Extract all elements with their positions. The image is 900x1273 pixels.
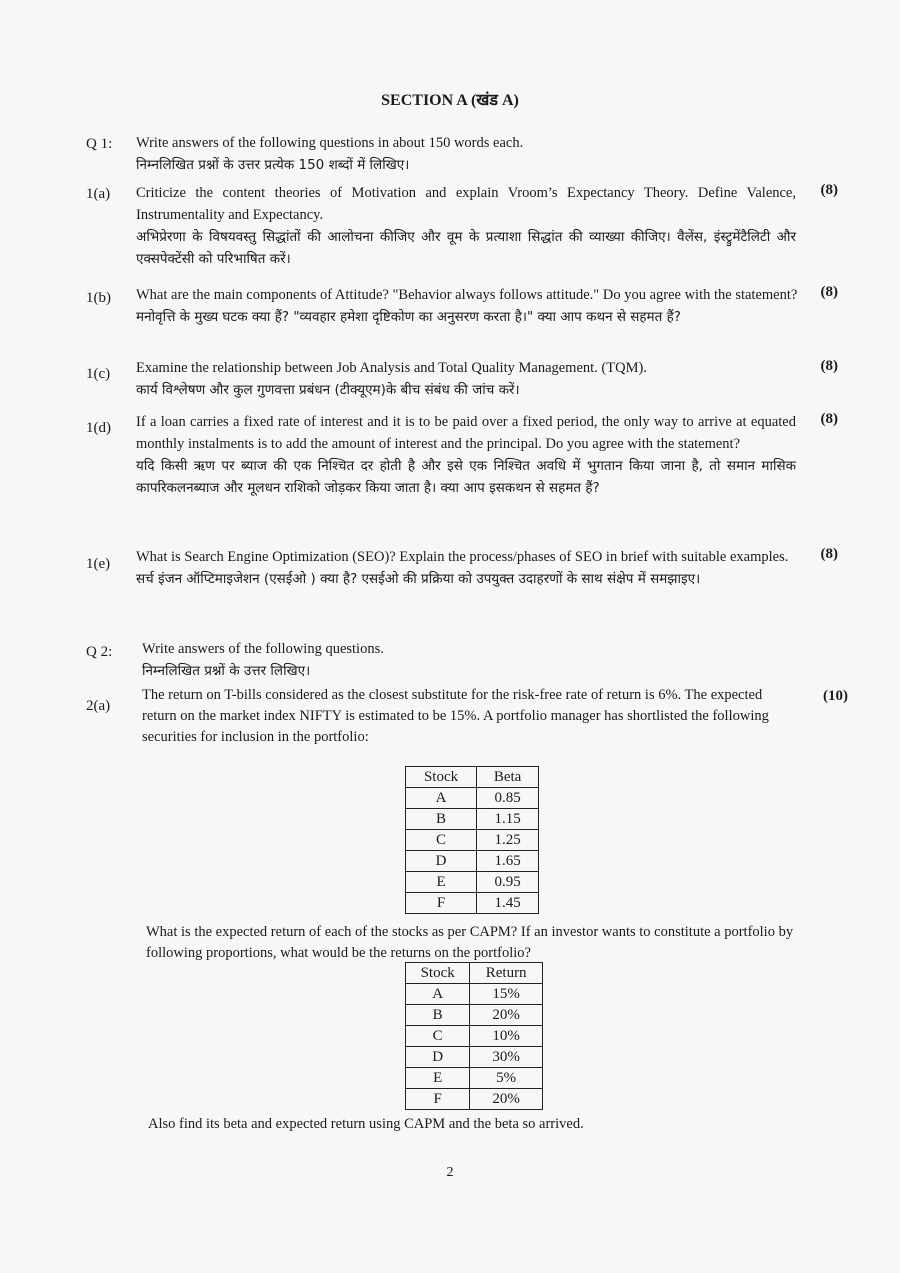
question-1b-hindi: मनोवृत्ति के मुख्य घटक क्या हैं? "व्यवहार हमेशा दृष्टिकोण का अनुसरण करता है।" क्या आप कथन से सहमत हैं? (136, 309, 681, 325)
marks-2a: (10) (823, 688, 848, 704)
table-cell: 10% (470, 1026, 543, 1047)
question-1c-hindi: कार्य विश्लेषण और कुल गुणवत्ता प्रबंधन (टीक्यूएम)के बीच संबंध की जांच करें। (136, 382, 520, 398)
beta-table (405, 766, 539, 914)
table-row (406, 1005, 543, 1026)
question-number-1d: 1(d) (86, 420, 111, 436)
marks-1a: (8) (820, 182, 838, 198)
question-number-q1: Q 1: (86, 136, 113, 152)
marks-1d: (8) (820, 411, 838, 427)
table-header-cell: Stock (406, 767, 477, 788)
question-number-1e: 1(e) (86, 556, 111, 572)
table-cell: A (406, 984, 470, 1005)
question-1a-hindi: अभिप्रेरणा के विषयवस्तु सिद्धांतों की आलोचना कीजिए और वूम के प्रत्याशा सिद्धांत की व्याख्या कीजिए। वैलेंस, इंस्ट्रुमेंटैलिटी और एक्सपेक्टेंसी को परिभाषित करें। (136, 229, 796, 267)
table-row (406, 809, 539, 830)
question-1a-english: Criticize the content theories of Motivation and explain Vroom’s Expectancy Theory. Define Valence, Instrumentality and Expectancy. (136, 185, 796, 223)
question-number-1b: 1(b) (86, 290, 111, 306)
table-row (406, 830, 539, 851)
table-row (406, 893, 539, 914)
table-row (406, 1089, 543, 1110)
table-cell: 15% (470, 984, 543, 1005)
table-row (406, 851, 539, 872)
table-cell: 0.85 (477, 788, 539, 809)
question-number-1a: 1(a) (86, 186, 111, 202)
table-cell: C (406, 830, 477, 851)
table-row (406, 788, 539, 809)
question-1d (136, 411, 796, 499)
question-number-1c: 1(c) (86, 366, 111, 382)
table-header-row (406, 767, 539, 788)
table-cell: F (406, 1089, 470, 1110)
table-cell: 1.15 (477, 809, 539, 830)
question-2a-end-text: Also find its beta and expected return using CAPM and the beta so arrived. (148, 1116, 584, 1132)
question-number-q2: Q 2: (86, 644, 113, 660)
table-row (406, 872, 539, 893)
question-q2-hindi: निम्नलिखित प्रश्नों के उत्तर लिखिए। (142, 663, 311, 679)
table-row (406, 1047, 543, 1068)
table-cell: B (406, 1005, 470, 1026)
table-header-cell: Return (470, 963, 543, 984)
table-cell: E (406, 872, 477, 893)
question-q1 (136, 132, 696, 176)
question-1d-hindi: यदि किसी ऋण पर ब्याज की एक निश्चित दर होती है और इसे एक निश्चित अवधि में भुगतान किया जाना है, तो समान मासिक कापरिकलनब्याज और मूलधन राशिको जोड़कर किया जाता है। क्या आप इसकथन से सहमत हैं? (136, 458, 796, 496)
marks-1c: (8) (820, 358, 838, 374)
question-1e-english: What is Search Engine Optimization (SEO)? Explain the process/phases of SEO in brief with suitable examples. (136, 549, 789, 565)
question-1b-english: What are the main components of Attitude? "Behavior always follows attitude." Do you agree with the statement? (136, 287, 798, 303)
question-1d-english: If a loan carries a fixed rate of interest and it is to be paid over a fixed period, the only way to arrive at equated monthly instalments is to add the amount of interest and the principal. Do you agree with the statement? (136, 414, 796, 452)
table-header-cell: Beta (477, 767, 539, 788)
table-row (406, 1026, 543, 1047)
question-q2 (142, 638, 702, 682)
table-cell: C (406, 1026, 470, 1047)
table-cell: 20% (470, 1089, 543, 1110)
question-1a (136, 182, 796, 270)
question-1e (136, 546, 801, 590)
table-cell: B (406, 809, 477, 830)
section-title: SECTION A (खंड A) (381, 92, 519, 109)
question-1e-hindi: सर्च इंजन ऑप्टिमाइजेशन (एसईओ ) क्या है? एसईओ की प्रक्रिया को उपयुक्त उदाहरणों के साथ संक्षेप में समझाइए। (136, 571, 701, 587)
table-header-cell: Stock (406, 963, 470, 984)
question-1c-english: Examine the relationship between Job Analysis and Total Quality Management. (TQM). (136, 360, 647, 376)
table-cell: 0.95 (477, 872, 539, 893)
table-row (406, 1068, 543, 1089)
table-row (406, 984, 543, 1005)
table-cell: 1.25 (477, 830, 539, 851)
return-table (405, 962, 543, 1110)
table-cell: D (406, 851, 477, 872)
table-cell: 1.65 (477, 851, 539, 872)
table-cell: 5% (470, 1068, 543, 1089)
table-cell: D (406, 1047, 470, 1068)
table-cell: F (406, 893, 477, 914)
table-cell: 20% (470, 1005, 543, 1026)
question-q1-english: Write answers of the following questions in about 150 words each. (136, 135, 524, 151)
table-cell: A (406, 788, 477, 809)
question-2a-english: The return on T-bills considered as the closest substitute for the risk-free rate of return is 6%. The expected return on the market index NIFTY is estimated to be 15%. A portfolio manager has shortlisted the following securities for inclusion in the portfolio: (142, 687, 769, 745)
question-2a-mid-text: What is the expected return of each of the stocks as per CAPM? If an investor wants to constitute a portfolio by following proportions, what would be the returns on the portfolio? (146, 924, 794, 961)
question-q2-english: Write answers of the following questions. (142, 641, 384, 657)
question-2a (142, 685, 792, 748)
question-1b (136, 284, 801, 328)
marks-1e: (8) (820, 546, 838, 562)
marks-1b: (8) (820, 284, 838, 300)
page-number: 2 (446, 1165, 454, 1180)
table-cell: 30% (470, 1047, 543, 1068)
table-cell: 1.45 (477, 893, 539, 914)
question-q1-hindi: निम्नलिखित प्रश्नों के उत्तर प्रत्येक 150 शब्दों में लिखिए। (136, 157, 410, 173)
table-cell: E (406, 1068, 470, 1089)
table-header-row (406, 963, 543, 984)
question-1c (136, 357, 776, 401)
question-number-2a: 2(a) (86, 698, 111, 714)
